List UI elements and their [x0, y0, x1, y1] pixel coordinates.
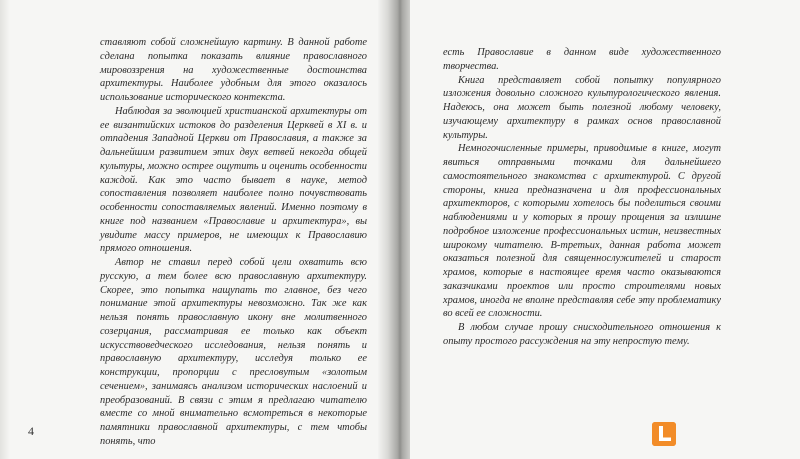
paragraph: В любом случае прошу снисходительного отношения к опыту простого рассуждения на эту непростую тему. [443, 322, 721, 347]
paragraph: Наблюдая за эволюцией христианской архитектуры от ее византийских истоков до разделения Церквей в XI в. и отпадения Западной Церкви от Православия, а также за дальнейшим развитием этих двух ветвей некогда общей культуры, можно острее ощутить и оценить особенности каждой. Как это часто бывает в науке, метод сопоставления позволяет наиболее полно почувствовать особенности сопоставляемых явлений. Именно поэтому в книге под названием «Православие и архитектура», вы увидите массу примеров, не имеющих к Православию прямого отношения. [100, 105, 367, 255]
paragraph: Немногочисленные примеры, приводимые в книге, могут явиться отправными точками для дальнейшего самостоятельного знакомства с архитектурой. С другой стороны, книга предназначена и для профессиональных архитекторов, с которыми хотелось бы поделиться своими наблюдениями и у которых я прошу прощения за излишне подробное изложение профессиональных истин, неизвестных широкому читателю. В-третьих, данная работа может оказаться полезной для священнослужителей и старост храмов, которые в настоящее время часто оказываются заказчиками проектов или просто строителями новых храмов, иногда не вполне представляя себе эту проблематику во всей ее сложности. [443, 143, 721, 320]
right-page-text [443, 46, 721, 349]
paragraph: ставляют собой сложнейшую картину. В данной работе сделана попытка показать влияние православного мировоззрения на художественные достоинства архитектуры. Наиболее удобным для этого оказалось использование исторического контекста. [100, 37, 367, 103]
paragraph: Книга представляет собой попытку популярного изложения довольно сложного культурологического явления. Надеюсь, она может быть полезной любому человеку, изучающему архитектуру в рамках основ православной культуры. [443, 74, 721, 141]
left-page [0, 0, 390, 459]
labirint-logo-icon [652, 422, 676, 446]
page-number: 4 [28, 424, 34, 438]
page-edge-shadow [0, 0, 10, 459]
paragraph: есть Православие в данном виде художественного творчества. [443, 47, 721, 72]
right-page [410, 0, 800, 459]
left-page-text [100, 36, 367, 449]
paragraph: Автор не ставил перед собой цели охватить всю русскую, а тем более всю православную архитектуру. Скорее, это попытка нащупать то главное, без чего понимание этой архитектуры невозможно. Так же как нельзя понять православную икону вне молитвенного созерцания, рассматривая ее только как объект искусствоведческого исследования, нельзя понять и православную архитектуру, исследуя только ее конструкции, пропорции с пресловутым «золотым сечением», занимаясь анализом исторических наслоений и преобразований. В связи с этим я предлагаю читателю вместе со мной внимательно всмотреться в некоторые памятники православной архитектуры, с тем чтобы понять, что [100, 257, 367, 447]
